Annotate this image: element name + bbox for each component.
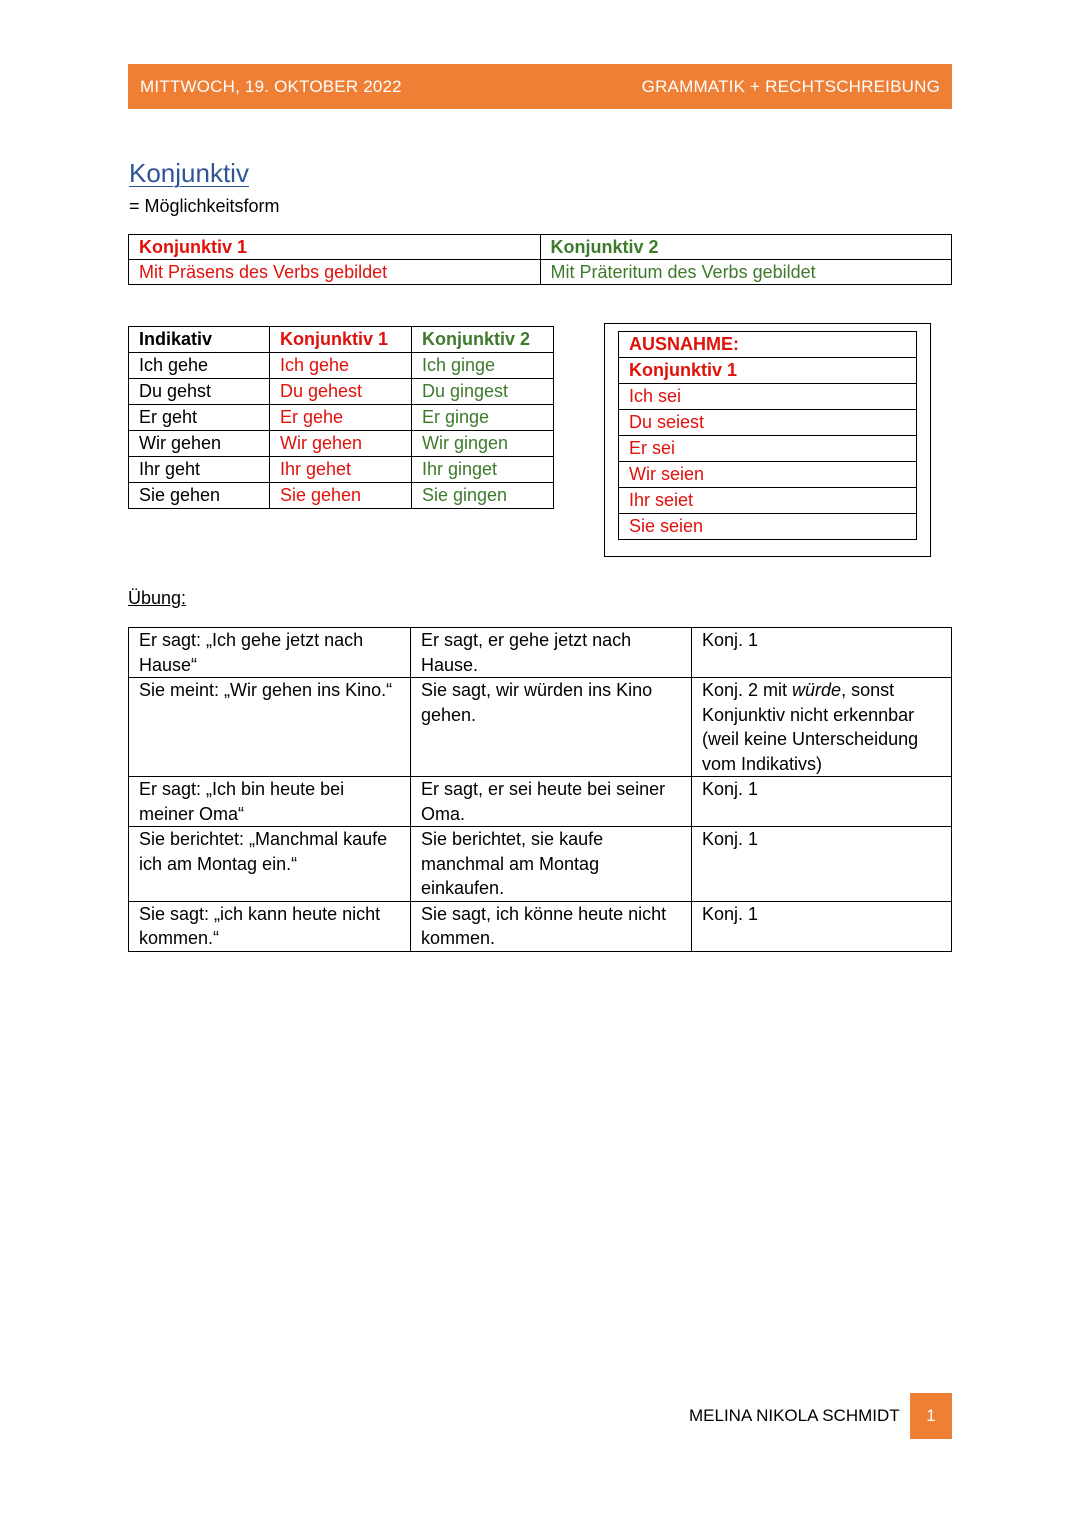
conj-header-k1: Konjunktiv 1 [270,327,412,353]
table-row [129,457,554,483]
conj-cell: Er geht [129,405,270,431]
exercise-note: Konj. 1 [692,628,952,678]
conj-cell: Wir gingen [412,431,554,457]
exception-cell: Ich sei [619,384,917,410]
page-header [128,64,952,109]
exercise-note [692,678,952,777]
table-row [129,405,554,431]
exception-cell: Du seiest [619,410,917,436]
exercise-direct: Sie sagt: „ich kann heute nicht kommen.“ [129,901,411,951]
conj-cell: Sie gehen [270,483,412,509]
exception-label: AUSNAHME: [619,332,917,358]
intro-k1-desc: Mit Präsens des Verbs gebildet [129,260,541,285]
exception-table [618,331,917,540]
exercise-indirect: Er sagt, er gehe jetzt nach Hause. [411,628,692,678]
note-text: Konj. 2 mit [702,680,793,700]
conj-cell: Sie gingen [412,483,554,509]
exception-subhead: Konjunktiv 1 [619,358,917,384]
header-subject: GRAMMATIK + RECHTSCHREIBUNG [641,76,940,96]
conj-cell: Ich ginge [412,353,554,379]
intro-table [128,234,952,285]
table-row [129,678,952,777]
table-row [129,353,554,379]
page-subtitle: = Möglichkeitsform [129,196,280,216]
page-number: 1 [910,1393,952,1439]
conj-cell: Ich gehe [129,353,270,379]
exception-cell: Wir seien [619,462,917,488]
note-text: , sonst Konjunktiv nicht erkennbar (weil keine Unterscheidung vom Indikativs) [702,680,919,774]
conj-cell: Du gehest [270,379,412,405]
header-date: MITTWOCH, 19. OKTOBER 2022 [140,76,402,96]
note-emphasis: würde [792,680,842,700]
table-row [129,628,952,678]
exercise-indirect: Sie berichtet, sie kaufe manchmal am Montag einkaufen. [411,827,692,902]
exercise-direct: Er sagt: „Ich bin heute bei meiner Oma“ [129,777,411,827]
conj-header-indikativ: Indikativ [129,327,270,353]
page-title: Konjunktiv [129,158,249,188]
conj-cell: Du gingest [412,379,554,405]
exercise-table [128,627,952,952]
conj-cell: Du gehst [129,379,270,405]
table-row [129,483,554,509]
exercise-indirect: Er sagt, er sei heute bei seiner Oma. [411,777,692,827]
conj-cell: Ihr gehet [270,457,412,483]
exercise-direct: Sie meint: „Wir gehen ins Kino.“ [129,678,411,777]
conj-cell: Wir gehen [129,431,270,457]
exercise-note: Konj. 1 [692,901,952,951]
conj-cell: Sie gehen [129,483,270,509]
exercise-indirect: Sie sagt, wir würden ins Kino gehen. [411,678,692,777]
conj-cell: Er gehe [270,405,412,431]
conjugation-table [128,326,554,509]
exercise-indirect: Sie sagt, ich könne heute nicht kommen. [411,901,692,951]
conj-cell: Wir gehen [270,431,412,457]
intro-k1-head: Konjunktiv 1 [129,235,541,260]
exception-cell: Er sei [619,436,917,462]
exercise-direct: Er sagt: „Ich gehe jetzt nach Hause“ [129,628,411,678]
table-row [129,379,554,405]
exercise-note: Konj. 1 [692,827,952,902]
exception-cell: Ihr seiet [619,488,917,514]
intro-k2-desc: Mit Präteritum des Verbs gebildet [540,260,952,285]
conj-cell: Ihr geht [129,457,270,483]
conj-cell: Ich gehe [270,353,412,379]
footer-author: MELINA NIKOLA SCHMIDT [689,1406,900,1425]
table-row [129,901,952,951]
table-row [129,827,952,902]
conj-header-k2: Konjunktiv 2 [412,327,554,353]
exercise-label: Übung: [128,588,187,608]
table-row [129,431,554,457]
exercise-direct: Sie berichtet: „Manchmal kaufe ich am Montag ein.“ [129,827,411,902]
table-row [129,777,952,827]
exception-cell: Sie seien [619,514,917,540]
conj-cell: Ihr ginget [412,457,554,483]
intro-k2-head: Konjunktiv 2 [540,235,952,260]
conj-cell: Er ginge [412,405,554,431]
exercise-note: Konj. 1 [692,777,952,827]
